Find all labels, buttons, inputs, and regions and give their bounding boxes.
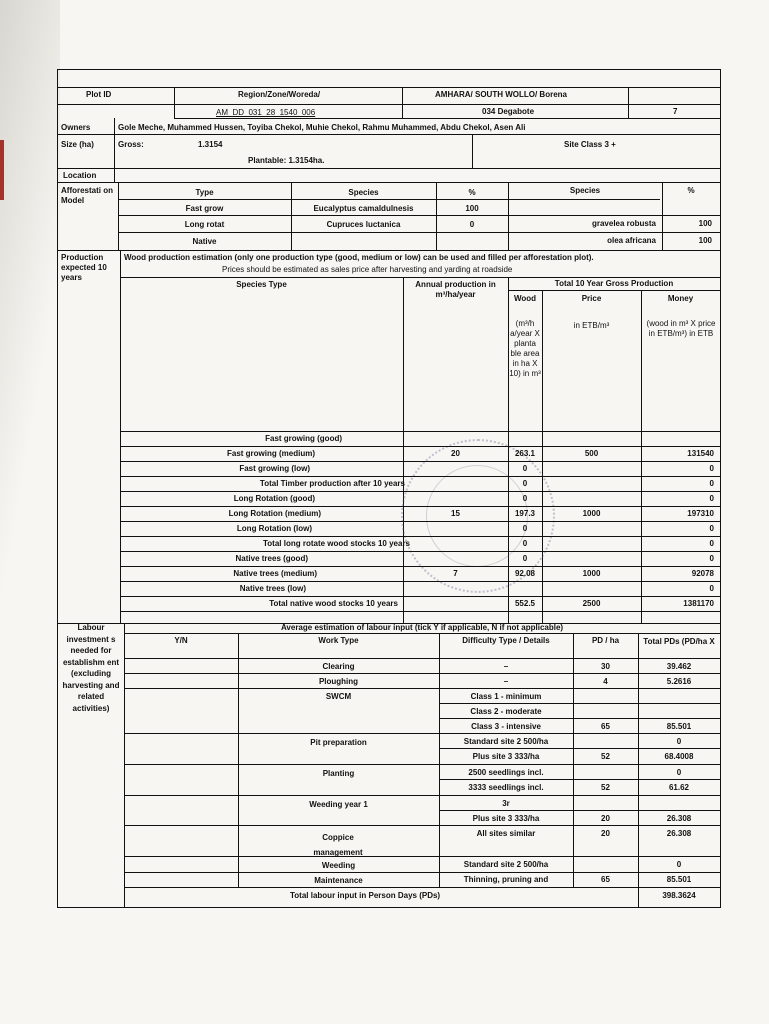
- labour-pd: 20: [601, 814, 610, 823]
- production-col-annual: Annual production in m³/ha/year: [415, 280, 496, 299]
- production-row-money: 0: [709, 554, 714, 563]
- labour-pd: 65: [601, 875, 610, 884]
- labour-total: 26.308: [666, 814, 692, 823]
- production-row-wood: 197.3: [514, 509, 536, 518]
- labour-difficulty: Thinning, pruning and: [463, 875, 549, 884]
- production-row-price: 500: [584, 449, 599, 458]
- production-row-money: 0: [709, 524, 714, 533]
- production-row-wood: 0: [522, 524, 528, 533]
- production-row-name: Long Rotation (medium): [228, 509, 321, 518]
- labour-difficulty: 2500 seedlings incl.: [468, 768, 544, 777]
- labour-title: Average estimation of labour input (tick Y if applicable, N if not applicable): [280, 623, 564, 632]
- labour-total: 85.501: [666, 722, 692, 731]
- labour-difficulty: 3r: [502, 799, 510, 808]
- production-money-unit: (wood in m³ X price in ETB/m³) in ETB: [646, 319, 716, 338]
- labour-total: 5.2616: [666, 677, 692, 686]
- production-row-money: 0: [709, 494, 714, 503]
- plot-form: [57, 69, 721, 908]
- site-class: Site Class 3 +: [564, 140, 616, 149]
- production-row-name: Total long rotate wood stocks 10 years: [263, 539, 410, 548]
- afforestation-pct: 100: [465, 204, 479, 213]
- production-row-name: Long Rotation (good): [233, 494, 315, 503]
- labour-difficulty: All sites similar: [476, 829, 536, 838]
- afforestation-pct: 0: [469, 220, 475, 229]
- afforestation-col-species2: Species: [569, 186, 601, 195]
- production-row-money: 0: [709, 584, 714, 593]
- afforestation-type: Long rotat: [184, 220, 225, 229]
- production-note: Wood production estimation (only one production type (good, medium or low) can be used and filled per afforestation plot).: [124, 253, 594, 262]
- production-row-annual: 20: [451, 449, 460, 458]
- production-row-annual: 7: [453, 569, 458, 578]
- owners-label: Owners: [61, 123, 91, 132]
- region-value: AMHARA/ SOUTH WOLLO/ Borena: [435, 90, 567, 99]
- afforestation-col-pct2: %: [687, 186, 695, 195]
- labour-col-work: Work Type: [318, 636, 359, 645]
- labour-work: Clearing: [322, 662, 355, 671]
- labour-total-label: Total labour input in Person Days (PDs): [290, 891, 441, 900]
- production-row-money: 0: [709, 479, 714, 488]
- production-col-total: Total 10 Year Gross Production: [554, 279, 674, 288]
- afforestation-pct2: 100: [698, 236, 712, 245]
- production-col-money: Money: [667, 294, 694, 303]
- kebele-number: 7: [673, 107, 678, 116]
- production-price-note: Prices should be estimated as sales price after harvesting and yarding at roadside: [222, 265, 513, 274]
- owners-value: Gole Meche, Muhammed Hussen, Toyiba Chekol, Muhie Chekol, Rahmu Muhammed, Abdu Chekol, Asen Ali: [118, 123, 526, 132]
- labour-col-pd: PD / ha: [591, 636, 620, 645]
- afforestation-species2: gravelea robusta: [591, 219, 656, 228]
- afforestation-col-species: Species: [348, 188, 379, 197]
- gross-value: 1.3154: [198, 140, 223, 149]
- region-label: Region/Zone/Woreda/: [238, 90, 321, 99]
- labour-difficulty: Standard site 2 500/ha: [463, 737, 549, 746]
- production-price-unit: in ETB/m³: [573, 321, 610, 330]
- plot-code: AM_DD_031_28_1540_006: [216, 108, 316, 117]
- afforestation-type: Native: [192, 237, 217, 246]
- labour-col-yn: Y/N: [174, 636, 188, 645]
- labour-col-difficulty: Difficulty Type / Details: [462, 636, 550, 645]
- production-row-wood: 0: [522, 479, 528, 488]
- labour-total: 0: [676, 860, 682, 869]
- labour-difficulty: –: [503, 677, 509, 686]
- labour-pd: 65: [601, 722, 610, 731]
- production-row-price: 1000: [582, 569, 601, 578]
- labour-work: Ploughing: [318, 677, 359, 686]
- labour-pd: 20: [601, 829, 610, 838]
- labour-total: 39.462: [666, 662, 692, 671]
- production-col-price: Price: [581, 294, 602, 303]
- kebele-name: 034 Degabote: [482, 107, 535, 116]
- production-row-name: Native trees (low): [239, 584, 306, 593]
- labour-difficulty: Plus site 3 333/ha: [472, 814, 540, 823]
- afforestation-species: Cupruces luctanica: [326, 220, 401, 229]
- labour-work: Coppice management: [313, 833, 363, 857]
- production-row-name: Fast growing (good): [265, 434, 342, 443]
- page-shadow: [0, 0, 60, 1024]
- labour-work: Weeding: [321, 861, 356, 870]
- production-col-species: Species Type: [236, 280, 287, 289]
- afforestation-species: Eucalyptus camaldulnesis: [313, 204, 414, 213]
- afforestation-col-pct: %: [468, 188, 476, 197]
- labour-col-total: Total PDs (PD/ha X: [643, 637, 715, 646]
- labour-total-value: 398.3624: [662, 891, 696, 900]
- production-wood-unit: (m³/h a/year X planta ble area in ha X 10) in m³: [509, 319, 541, 378]
- labour-total: 85.501: [666, 875, 692, 884]
- afforestation-pct2: 100: [698, 219, 712, 228]
- production-row-name: Total native wood stocks 10 years: [269, 599, 398, 608]
- afforestation-type: Fast grow: [185, 204, 224, 213]
- labour-pd: 52: [601, 752, 610, 761]
- afforestation-col-type: Type: [195, 188, 214, 197]
- labour-difficulty: Class 1 - minimum: [470, 692, 542, 701]
- labour-difficulty: Class 3 - intensive: [471, 722, 541, 731]
- labour-work: Weeding year 1: [309, 800, 368, 809]
- production-row-name: Native trees (medium): [233, 569, 317, 578]
- production-row-price: 1000: [582, 509, 601, 518]
- production-row-name: Fast growing (medium): [227, 449, 315, 458]
- gross-label: Gross:: [118, 140, 144, 149]
- labour-total: 68.4008: [664, 752, 694, 761]
- labour-pd: 30: [601, 662, 610, 671]
- production-row-money: 0: [709, 464, 714, 473]
- production-col-wood: Wood: [513, 294, 537, 303]
- production-row-wood: 0: [522, 539, 528, 548]
- production-label: Production expected 10 years: [61, 253, 107, 282]
- labour-difficulty: 3333 seedlings incl.: [468, 783, 544, 792]
- afforestation-label: Afforestati on Model: [61, 186, 113, 205]
- production-row-money: 197310: [687, 509, 714, 518]
- location-label: Location: [63, 171, 97, 180]
- labour-work: Maintenance: [314, 876, 363, 885]
- production-row-name: Long Rotation (low): [236, 524, 312, 533]
- labour-work: SWCM: [325, 692, 352, 701]
- red-edge-mark: [0, 140, 4, 200]
- labour-total: 0: [676, 737, 682, 746]
- afforestation-species2: olea africana: [607, 236, 656, 245]
- production-row-wood: 263.1: [514, 449, 536, 458]
- production-row-wood: 552.5: [514, 599, 536, 608]
- production-row-money: 1381170: [683, 599, 714, 608]
- labour-work: Pit preparation: [310, 738, 367, 747]
- plantable-area: Plantable: 1.3154ha.: [248, 156, 325, 165]
- production-row-wood: 0: [522, 554, 528, 563]
- production-row-name: Fast growing (low): [239, 464, 310, 473]
- production-row-annual: 15: [451, 509, 460, 518]
- labour-difficulty: Class 2 - moderate: [470, 707, 542, 716]
- labour-label: Labour investment s needed for establishm ent (excluding harvesting and related activities): [62, 623, 120, 713]
- production-row-name: Total Timber production after 10 years: [259, 479, 405, 488]
- production-row-money: 0: [709, 539, 714, 548]
- labour-difficulty: –: [503, 662, 509, 671]
- plot-id-label: Plot ID: [86, 90, 112, 99]
- labour-total: 26.308: [666, 829, 692, 838]
- production-row-name: Native trees (good): [235, 554, 308, 563]
- labour-work: Planting: [322, 769, 355, 778]
- labour-total: 61.62: [668, 783, 690, 792]
- labour-difficulty: Plus site 3 333/ha: [472, 752, 540, 761]
- size-label: Size (ha): [61, 140, 94, 149]
- production-row-wood: 0: [522, 464, 528, 473]
- labour-pd: 4: [603, 677, 608, 686]
- production-row-money: 92078: [691, 569, 714, 578]
- labour-total: 0: [676, 768, 682, 777]
- labour-pd: 52: [601, 783, 610, 792]
- production-row-money: 131540: [687, 449, 714, 458]
- production-row-wood: 92.08: [514, 569, 536, 578]
- production-row-price: 2500: [582, 599, 601, 608]
- production-row-wood: 0: [522, 494, 528, 503]
- labour-difficulty: Standard site 2 500/ha: [463, 860, 549, 869]
